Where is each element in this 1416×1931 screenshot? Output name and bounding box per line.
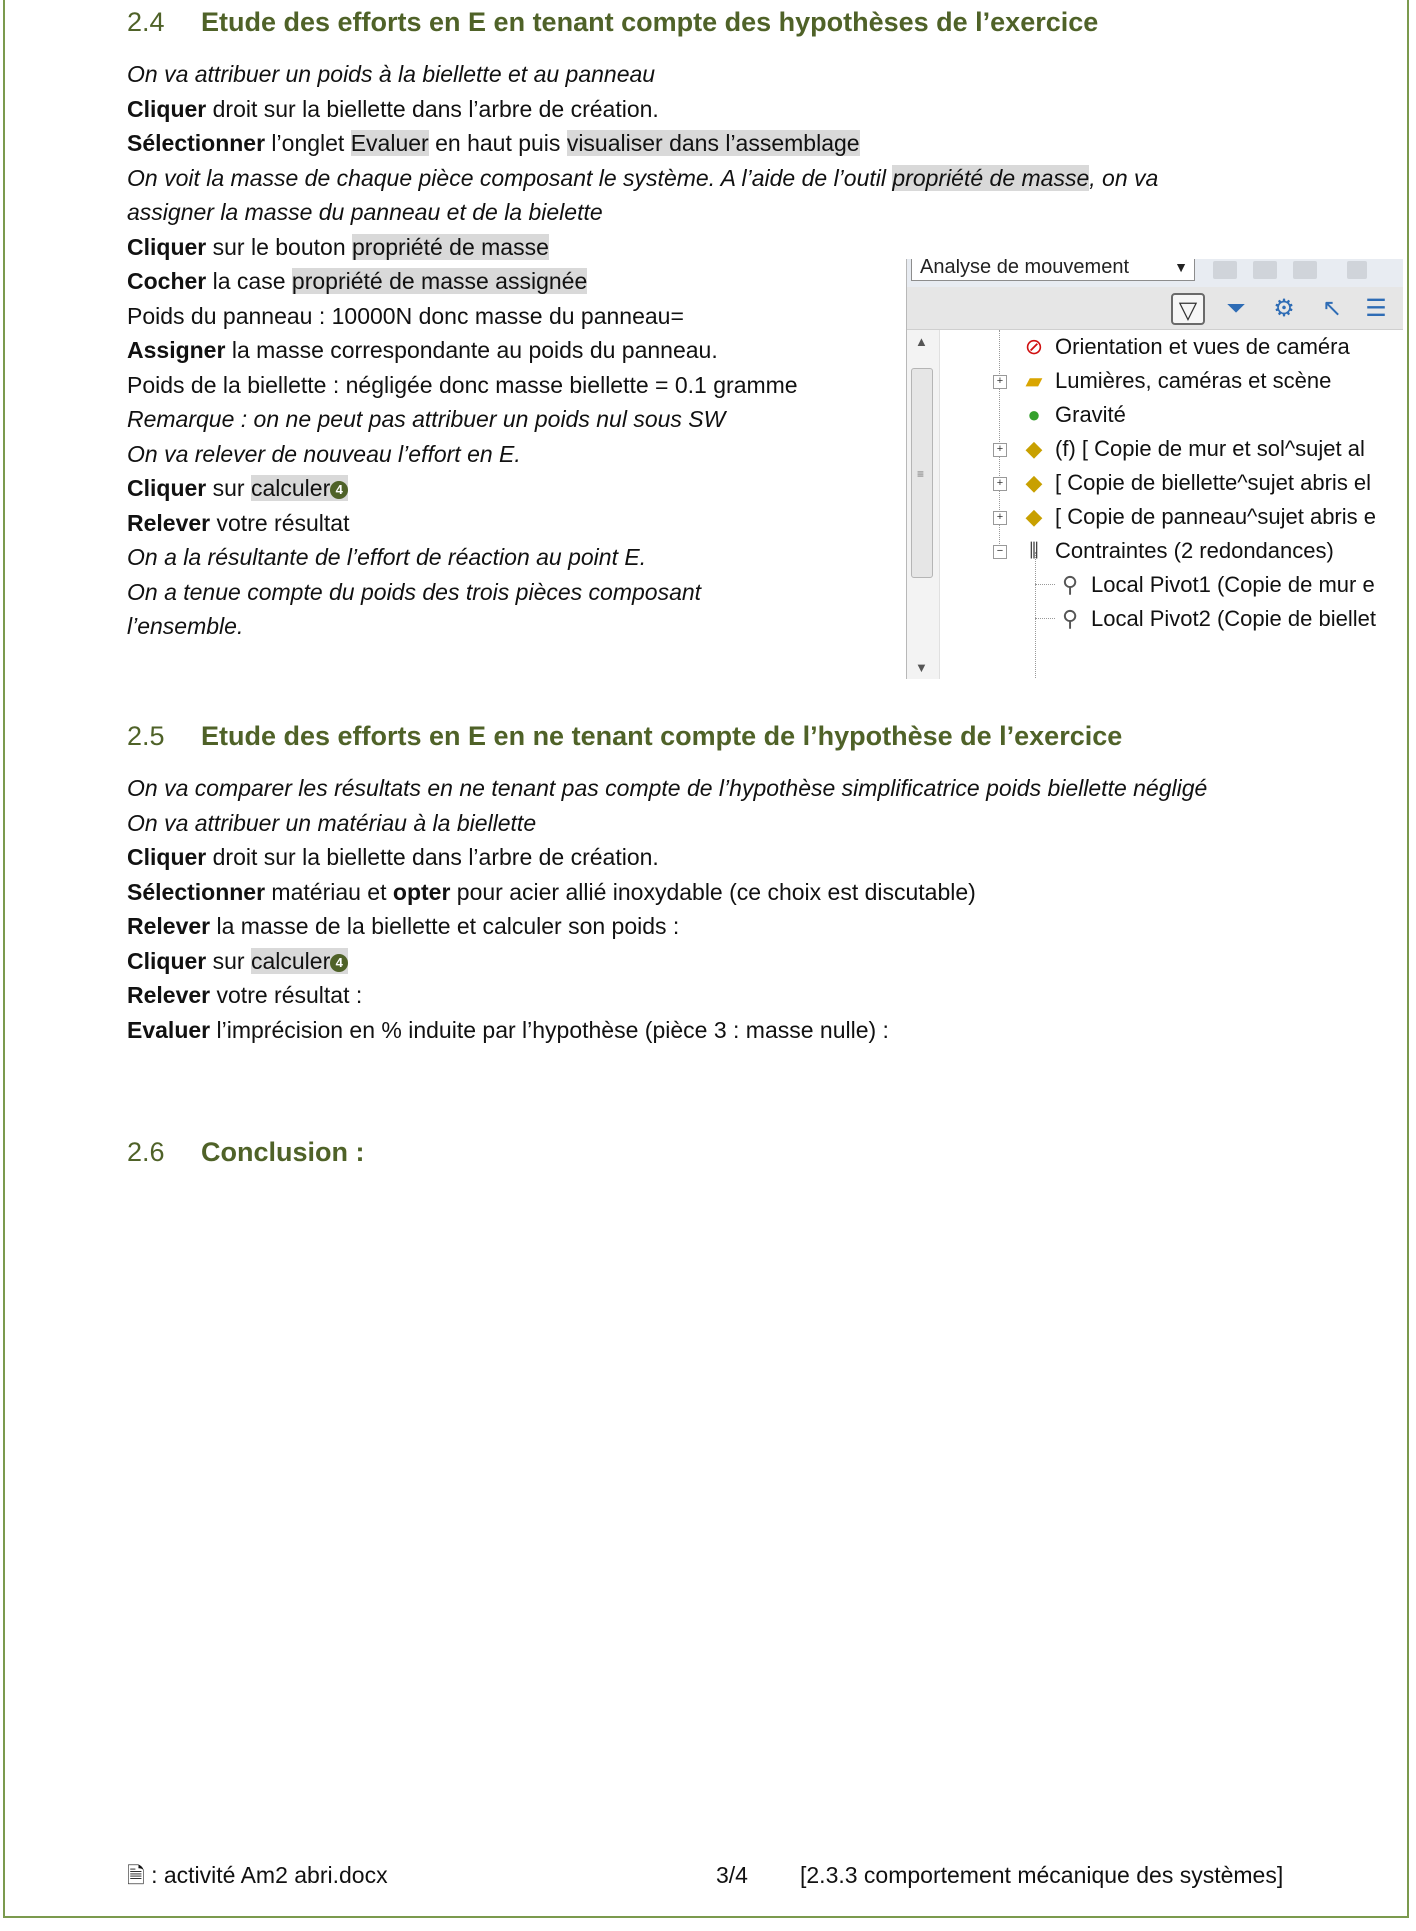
footer-page-number: 3/4 (716, 1862, 748, 1888)
filter-results-icon[interactable]: ☰ (1365, 295, 1387, 322)
text-line: On a tenue compte du poids des trois pièces composant (127, 578, 702, 605)
text-line: Cliquer droit sur la biellette dans l’arbre de création. (127, 844, 659, 870)
toolbar (907, 259, 1403, 287)
filter-selected-icon[interactable]: ↖ (1321, 295, 1343, 322)
text-line: On va attribuer un poids à la biellette et au panneau (127, 61, 656, 87)
text-line: Evaluer l’imprécision en % induite par l’hypothèse (pièce 3 : masse nulle) : (127, 1016, 889, 1043)
part-icon: ◆ (1025, 504, 1043, 529)
scroll-thumb[interactable] (911, 368, 933, 578)
tree-item-gravity[interactable]: ● Gravité (1019, 398, 1126, 432)
mates-icon: ⫴ (1029, 538, 1039, 563)
section-title: Etude des efforts en E en tenant compte des hypothèses de l’exercice (201, 6, 1099, 37)
section-heading (127, 1132, 1376, 1172)
section-heading (127, 716, 1376, 756)
text-line: On va attribuer un matériau à la biellette (127, 809, 537, 836)
text-line: Cliquer sur le bouton propriété de masse (127, 233, 549, 260)
tree-item-mate[interactable]: ⚲ Local Pivot2 (Copie de biellet (1055, 602, 1376, 636)
text-line: Poids du panneau : 10000N donc masse du panneau= (127, 302, 684, 329)
scroll-down-icon[interactable]: ▼ (915, 660, 928, 675)
footer-chapter: [2.3.3 comportement mécanique des systèmes] (800, 1862, 1284, 1888)
section-title: Conclusion : (201, 1136, 365, 1167)
text-line: Relever votre résultat : (127, 982, 363, 1008)
text-line: On va comparer les résultats en ne tenant pas compte de l’hypothèse simplificatrice poids biellette négligé (127, 775, 1208, 801)
section-number: 2.5 (127, 720, 165, 751)
text-line: Cocher la case propriété de masse assignée (127, 268, 588, 294)
tree-connector (1035, 618, 1055, 619)
part-icon: ◆ (1025, 436, 1043, 461)
text-line: Sélectionner l’onglet Evaluer en haut puis visualiser dans l’assemblage (127, 130, 860, 156)
filter-toolbar (907, 287, 1403, 330)
tree-item-part[interactable]: ◆ [ Copie de panneau^sujet abris e (1019, 500, 1376, 534)
gravity-icon: ● (1027, 402, 1041, 427)
step-number-badge: 4 (330, 481, 348, 499)
grip-icon: ≡ (917, 467, 925, 481)
section-number: 2.4 (127, 6, 165, 37)
expand-icon[interactable]: + (993, 511, 1007, 525)
text-line: Relever votre résultat (127, 509, 350, 536)
text-line: Assigner la masse correspondante au poids du panneau. (127, 337, 718, 363)
calculator-icon[interactable] (1213, 261, 1237, 279)
part-icon: ◆ (1025, 470, 1043, 495)
tree-connector (1035, 584, 1055, 585)
text-line: Sélectionner matériau et opter pour acier allié inoxydable (ce choix est discutable) (127, 878, 976, 905)
tree-item-part[interactable]: ◆ [ Copie de biellette^sujet abris el (1019, 466, 1371, 500)
hinge-mate-icon: ⚲ (1061, 606, 1079, 631)
section-2-6 (127, 1132, 1376, 1172)
camera-view-icon: ⊘ (1024, 334, 1044, 359)
footer-file: 🗎 : activité Am2 abri.docx (127, 1862, 388, 1888)
section-heading (127, 2, 1376, 42)
text-line: Cliquer droit sur la biellette dans l’arbre de création. (127, 95, 659, 122)
filter-animation-icon[interactable]: ⏷ (1226, 295, 1246, 322)
solidworks-tree-screenshot (906, 259, 1403, 679)
filter-driving-icon[interactable]: ⚙ (1273, 295, 1295, 322)
stop-icon[interactable] (1347, 261, 1367, 279)
tree-item-part[interactable]: ◆ (f) [ Copie de mur et sol^sujet al (1019, 432, 1365, 466)
text-line: On voit la masse de chaque pièce composant le système. A l’aide de l’outil propriété de masse, on va (127, 164, 1159, 191)
text-line: On va relever de nouveau l’effort en E. (127, 440, 521, 467)
text-line: l’ensemble. (127, 613, 244, 639)
expand-icon[interactable]: + (993, 443, 1007, 457)
scroll-up-icon[interactable]: ▲ (915, 334, 928, 349)
hinge-mate-icon: ⚲ (1061, 572, 1079, 597)
tree-connector (1035, 552, 1036, 679)
expand-icon[interactable]: + (993, 375, 1007, 389)
section-2-5 (127, 716, 1376, 1047)
tree-item-orientation[interactable]: ⊘ Orientation et vues de caméra (1019, 330, 1350, 364)
text-line: assigner la masse du panneau et de la bielette (127, 199, 603, 225)
section-title: Etude des efforts en E en ne tenant compte de l’hypothèse de l’exercice (201, 720, 1123, 751)
chevron-down-icon: ▼ (1174, 259, 1188, 275)
text-line: Cliquer sur calculer 4 (127, 471, 1376, 506)
vertical-scrollbar[interactable] (907, 330, 940, 679)
filter-icon[interactable]: ▽ (1171, 293, 1205, 325)
collapse-icon[interactable]: − (993, 545, 1007, 559)
tree-item-lights[interactable]: ▰ Lumières, caméras et scène (1019, 364, 1331, 398)
text-line: Remarque : on ne peut pas attribuer un poids nul sous SW (127, 406, 726, 432)
feature-tree (907, 330, 1403, 679)
text-line: On a la résultante de l’effort de réaction au point E. (127, 544, 647, 570)
text-line: Relever la masse de la biellette et calculer son poids : (127, 913, 680, 939)
play-back-icon[interactable] (1253, 261, 1277, 279)
study-type-combo[interactable]: Analyse de mouvement ▼ (911, 259, 1195, 281)
text-line: Poids de la biellette : négligée donc masse biellette = 0.1 gramme (127, 371, 798, 398)
text-line: Cliquer sur calculer 4 (127, 944, 1376, 979)
step-number-badge: 4 (330, 954, 348, 972)
folder-lights-icon: ▰ (1025, 368, 1043, 393)
document-icon: 🗎 (127, 1863, 145, 1888)
tree-item-mate[interactable]: ⚲ Local Pivot1 (Copie de mur e (1055, 568, 1375, 602)
tree-item-mates[interactable]: ⫴ Contraintes (2 redondances) (1019, 534, 1334, 568)
expand-icon[interactable]: + (993, 477, 1007, 491)
play-icon[interactable] (1293, 261, 1317, 279)
section-number: 2.6 (127, 1136, 165, 1167)
